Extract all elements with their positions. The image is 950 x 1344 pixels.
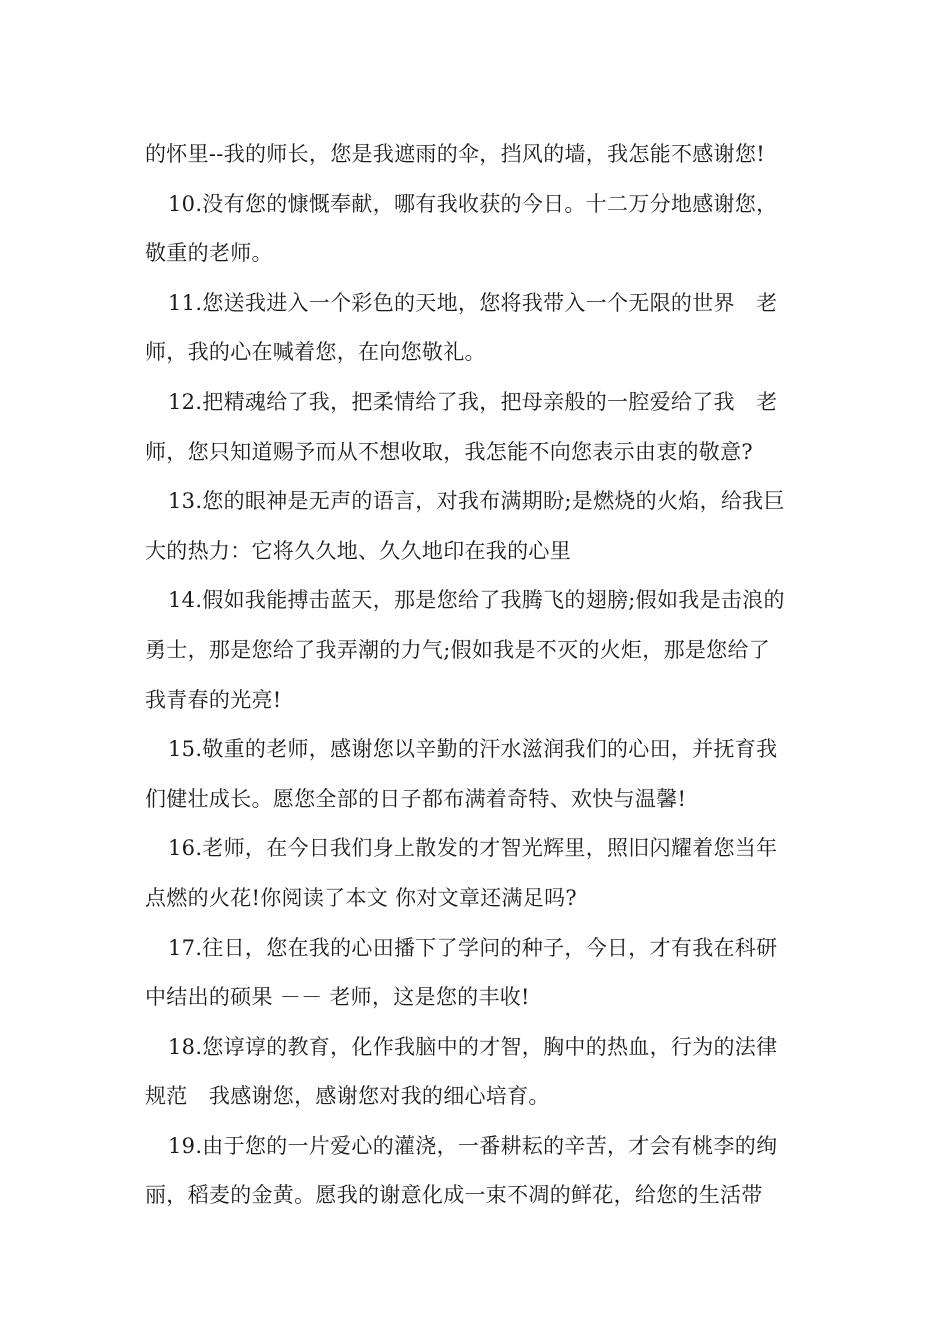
text-line: 11.您送我进入一个彩色的天地，您将我带入一个无限的世界 老 — [168, 290, 778, 315]
text-line: 勇士，那是您给了我弄潮的力气;假如我是不灭的火炬，那是您给了 — [145, 637, 771, 662]
text-line: 17.往日，您在我的心田播下了学问的种子，今日，才有我在科研 — [168, 935, 778, 960]
text-line: 敬重的老师。 — [145, 241, 273, 266]
text-line: 点燃的火花!你阅读了本文 你对文章还满足吗? — [145, 885, 577, 910]
text-line: 大的热力：它将久久地、久久地印在我的心里 — [145, 538, 571, 563]
text-line: 丽，稻麦的金黄。愿我的谢意化成一束不凋的鲜花，给您的生活带 — [145, 1183, 763, 1208]
text-line: 10.没有您的慷慨奉献，哪有我收获的今日。十二万分地感谢您， — [168, 191, 778, 216]
text-line: 师，我的心在喊着您，在向您敬礼。 — [145, 340, 486, 365]
text-line: 规范 我感谢您，感谢您对我的细心培育。 — [145, 1084, 550, 1109]
text-line: 19.由于您的一片爱心的灌浇，一番耕耘的辛苦，才会有桃李的绚 — [168, 1133, 778, 1158]
text-line: 中结出的硕果 －－ 老师，这是您的丰收! — [145, 985, 530, 1010]
text-line: 的怀里--我的师长，您是我遮雨的伞，挡风的墙，我怎能不感谢您! — [145, 142, 765, 166]
text-line: 13.您的眼神是无声的语言，对我布满期盼;是燃烧的火焰，给我巨 — [168, 489, 785, 514]
text-line: 们健壮成长。愿您全部的日子都布满着奇特、欢快与温馨! — [145, 786, 687, 811]
document-body — [145, 130, 810, 1221]
text-line: 16.老师，在今日我们身上散发的才智光辉里，照旧闪耀着您当年 — [168, 836, 778, 861]
text-line: 15.敬重的老师，感谢您以辛勤的汗水滋润我们的心田，并抚育我 — [168, 737, 778, 762]
text-line: 18.您谆谆的教育，化作我脑中的才智，胸中的热血，行为的法律 — [168, 1034, 778, 1059]
text-line: 14.假如我能搏击蓝天，那是您给了我腾飞的翅膀;假如我是击浪的 — [168, 588, 785, 613]
text-line: 我青春的光亮! — [145, 687, 282, 712]
text-line: 12.把精魂给了我，把柔情给了我，把母亲般的一腔爱给了我 老 — [168, 389, 778, 414]
text-line: 师，您只知道赐予而从不想收取，我怎能不向您表示由衷的敬意? — [145, 439, 753, 464]
